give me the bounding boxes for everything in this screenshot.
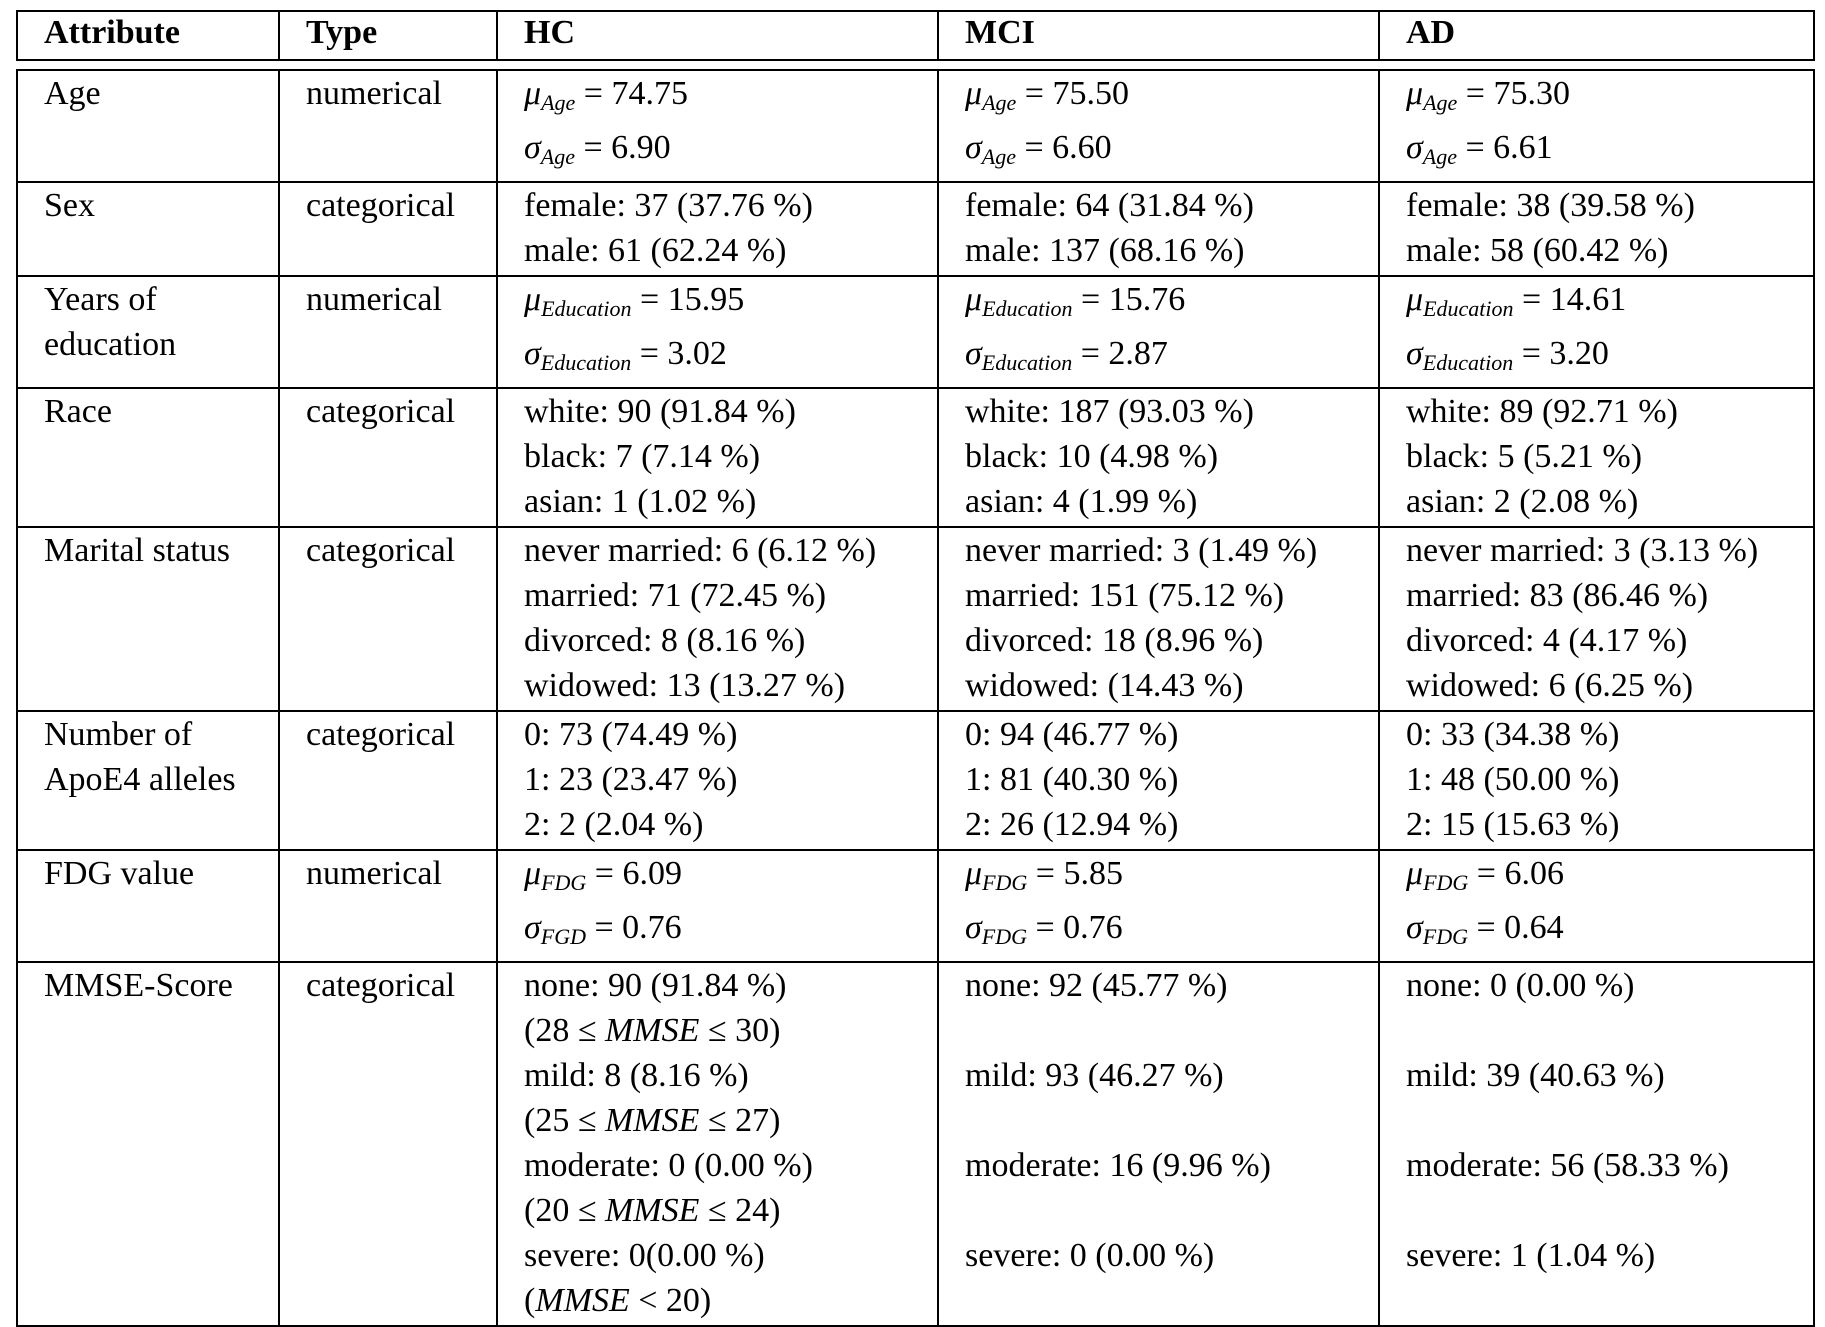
attribute-line: FDG value xyxy=(44,855,195,892)
stat-subscript: Education xyxy=(540,350,632,375)
cell-line xyxy=(1406,1188,1805,1233)
attribute-line: Age xyxy=(44,75,101,112)
stat-value: = 2.87 xyxy=(1072,335,1168,372)
cell-line: female: 37 (37.76 %) xyxy=(524,187,813,224)
stat-subscript: FGD xyxy=(540,924,586,949)
cell-hc xyxy=(497,276,938,388)
stat-symbol: μ xyxy=(1406,75,1424,112)
cell-line: (20 ≤ MMSE ≤ 24) xyxy=(524,1192,781,1229)
cell-line: (28 ≤ MMSE ≤ 30) xyxy=(524,1012,781,1049)
cell-mci xyxy=(938,962,1379,1326)
cell-line: none: 90 (91.84 %) xyxy=(524,967,787,1004)
stat-line xyxy=(1406,905,1805,959)
stat-subscript: Education xyxy=(981,350,1073,375)
stat-line xyxy=(965,905,1370,959)
stat-symbol: σ xyxy=(1406,909,1423,946)
cell-attribute xyxy=(17,527,279,711)
cell-line: none: 92 (45.77 %) xyxy=(965,967,1228,1004)
cell-line: white: 90 (91.84 %) xyxy=(524,393,796,430)
stat-subscript: Age xyxy=(1423,90,1458,115)
stat-line xyxy=(524,331,929,385)
header-hc: HC xyxy=(497,11,938,60)
cell-line: 2: 2 (2.04 %) xyxy=(524,806,704,843)
stat-line xyxy=(524,125,929,179)
cell-line: severe: 0(0.00 %) xyxy=(524,1237,765,1274)
cell-line: (25 ≤ MMSE ≤ 27) xyxy=(524,1102,781,1139)
cell-line: black: 10 (4.98 %) xyxy=(965,438,1219,475)
cell-attribute xyxy=(17,182,279,276)
header-mci: MCI xyxy=(938,11,1379,60)
cell-line xyxy=(965,1188,1370,1233)
mmse-symbol: MMSE xyxy=(604,1012,700,1049)
cell-type: categorical xyxy=(279,388,497,527)
header-gap xyxy=(17,60,1814,70)
cell-line: mild: 8 (8.16 %) xyxy=(524,1057,749,1094)
table-row xyxy=(17,276,1814,388)
cell-type: categorical xyxy=(279,527,497,711)
stat-line xyxy=(1406,125,1805,179)
cell-mci xyxy=(938,276,1379,388)
stat-value: = 0.76 xyxy=(586,909,682,946)
header-ad: AD xyxy=(1379,11,1814,60)
stat-symbol: σ xyxy=(524,909,541,946)
table-body xyxy=(17,60,1814,1326)
stat-symbol: μ xyxy=(1406,855,1424,892)
stat-value: = 0.64 xyxy=(1468,909,1564,946)
stat-value: = 6.61 xyxy=(1456,129,1553,166)
cell-line: black: 5 (5.21 %) xyxy=(1406,438,1643,475)
stat-line xyxy=(524,71,929,125)
table-row xyxy=(17,962,1814,1326)
mmse-symbol: MMSE xyxy=(604,1102,700,1139)
table-row xyxy=(17,182,1814,276)
stat-line xyxy=(1406,71,1805,125)
stat-line xyxy=(965,71,1370,125)
cell-type: categorical xyxy=(279,962,497,1326)
stat-value: = 15.95 xyxy=(631,281,745,318)
cell-line: black: 7 (7.14 %) xyxy=(524,438,761,475)
stat-symbol: σ xyxy=(1406,129,1423,166)
stat-value: = 75.30 xyxy=(1457,75,1570,112)
stat-line xyxy=(965,277,1370,331)
cell-line: married: 83 (86.46 %) xyxy=(1406,577,1709,614)
cell-line: 2: 26 (12.94 %) xyxy=(965,806,1179,843)
stat-symbol: μ xyxy=(524,281,542,318)
cell-attribute xyxy=(17,711,279,850)
cell-line: male: 61 (62.24 %) xyxy=(524,232,787,269)
stat-value: = 5.85 xyxy=(1027,855,1123,892)
stat-subscript: Age xyxy=(1422,144,1457,169)
cell-line: 1: 81 (40.30 %) xyxy=(965,761,1179,798)
stat-subscript: FDG xyxy=(1423,870,1469,895)
attribute-line: Race xyxy=(44,393,112,430)
stat-line xyxy=(1406,851,1805,905)
stat-symbol: μ xyxy=(965,855,983,892)
table-row xyxy=(17,850,1814,962)
cell-ad xyxy=(1379,182,1814,276)
cell-hc xyxy=(497,711,938,850)
cell-line: male: 137 (68.16 %) xyxy=(965,232,1245,269)
cell-mci xyxy=(938,70,1379,182)
cell-type: numerical xyxy=(279,850,497,962)
cell-line: male: 58 (60.42 %) xyxy=(1406,232,1669,269)
cell-line: divorced: 18 (8.96 %) xyxy=(965,622,1264,659)
stat-value: = 6.60 xyxy=(1015,129,1112,166)
mmse-symbol: MMSE xyxy=(604,1192,700,1229)
stat-symbol: σ xyxy=(524,335,541,372)
cell-hc xyxy=(497,850,938,962)
cell-line: moderate: 16 (9.96 %) xyxy=(965,1147,1271,1184)
cell-line: 0: 94 (46.77 %) xyxy=(965,716,1179,753)
header-attribute: Attribute xyxy=(17,11,279,60)
attribute-line: Number of xyxy=(44,716,193,753)
cell-type: numerical xyxy=(279,276,497,388)
cell-type: categorical xyxy=(279,182,497,276)
stat-value: = 6.06 xyxy=(1468,855,1564,892)
cell-line xyxy=(1406,1008,1805,1053)
cell-mci xyxy=(938,850,1379,962)
cell-line: never married: 3 (1.49 %) xyxy=(965,532,1318,569)
stat-value: = 6.09 xyxy=(586,855,682,892)
cell-line: married: 71 (72.45 %) xyxy=(524,577,827,614)
cell-line: widowed: 6 (6.25 %) xyxy=(1406,667,1694,704)
stat-subscript: Age xyxy=(981,144,1016,169)
cell-line: 0: 33 (34.38 %) xyxy=(1406,716,1620,753)
stat-line xyxy=(965,125,1370,179)
stat-value: = 6.90 xyxy=(574,129,671,166)
cell-line: white: 89 (92.71 %) xyxy=(1406,393,1678,430)
stat-subscript: Age xyxy=(982,90,1017,115)
cell-line: 1: 23 (23.47 %) xyxy=(524,761,738,798)
table-row xyxy=(17,388,1814,527)
cell-line: female: 38 (39.58 %) xyxy=(1406,187,1695,224)
cell-line: mild: 93 (46.27 %) xyxy=(965,1057,1224,1094)
cell-line: married: 151 (75.12 %) xyxy=(965,577,1285,614)
cell-line: asian: 2 (2.08 %) xyxy=(1406,483,1639,520)
stat-subscript: Education xyxy=(982,296,1073,321)
cell-line: 1: 48 (50.00 %) xyxy=(1406,761,1620,798)
stat-subscript: Age xyxy=(540,144,575,169)
table-row xyxy=(17,527,1814,711)
cell-line: 2: 15 (15.63 %) xyxy=(1406,806,1620,843)
stat-symbol: μ xyxy=(1406,281,1424,318)
cell-line: severe: 0 (0.00 %) xyxy=(965,1237,1215,1274)
cell-attribute xyxy=(17,276,279,388)
cell-line: (MMSE < 20) xyxy=(524,1282,712,1319)
cell-line: widowed: (14.43 %) xyxy=(965,667,1244,704)
stat-symbol: σ xyxy=(965,909,982,946)
table-row xyxy=(17,70,1814,182)
stat-subscript: FDG xyxy=(1422,924,1468,949)
cell-ad xyxy=(1379,527,1814,711)
stat-symbol: μ xyxy=(965,281,983,318)
stat-subscript: FDG xyxy=(541,870,587,895)
cell-line xyxy=(965,1278,1370,1323)
attribute-line: ApoE4 alleles xyxy=(44,761,236,798)
stat-subscript: Education xyxy=(1423,296,1514,321)
cell-mci xyxy=(938,711,1379,850)
stat-line xyxy=(524,905,929,959)
stat-line xyxy=(965,851,1370,905)
stat-subscript: Age xyxy=(541,90,576,115)
stat-value: = 14.61 xyxy=(1513,281,1627,318)
attribute-line: MMSE-Score xyxy=(44,967,233,1004)
cell-mci xyxy=(938,527,1379,711)
cell-line: moderate: 0 (0.00 %) xyxy=(524,1147,813,1184)
cell-attribute xyxy=(17,388,279,527)
stat-symbol: σ xyxy=(1406,335,1423,372)
cell-attribute xyxy=(17,850,279,962)
stat-line xyxy=(524,851,929,905)
cell-line: severe: 1 (1.04 %) xyxy=(1406,1237,1656,1274)
stat-line xyxy=(524,277,929,331)
stat-symbol: μ xyxy=(524,75,542,112)
stat-symbol: μ xyxy=(965,75,983,112)
cell-line xyxy=(965,1008,1370,1053)
attribute-line: Years of xyxy=(44,281,157,318)
stat-line xyxy=(1406,331,1805,385)
stat-subscript: Education xyxy=(1422,350,1514,375)
cell-type: categorical xyxy=(279,711,497,850)
cell-type: numerical xyxy=(279,70,497,182)
stat-symbol: σ xyxy=(965,129,982,166)
cell-line: never married: 6 (6.12 %) xyxy=(524,532,877,569)
cell-line: never married: 3 (3.13 %) xyxy=(1406,532,1759,569)
cell-hc xyxy=(497,388,938,527)
stat-subscript: Education xyxy=(541,296,632,321)
cell-ad xyxy=(1379,276,1814,388)
stat-value: = 3.20 xyxy=(1513,335,1609,372)
attribute-line: Sex xyxy=(44,187,95,224)
stat-line xyxy=(1406,277,1805,331)
cell-line: divorced: 4 (4.17 %) xyxy=(1406,622,1688,659)
cell-line: asian: 4 (1.99 %) xyxy=(965,483,1198,520)
cell-mci xyxy=(938,182,1379,276)
cell-line: 0: 73 (74.49 %) xyxy=(524,716,738,753)
cell-line: mild: 39 (40.63 %) xyxy=(1406,1057,1665,1094)
table-row xyxy=(17,711,1814,850)
stat-value: = 75.50 xyxy=(1016,75,1129,112)
stat-line xyxy=(965,331,1370,385)
stat-value: = 0.76 xyxy=(1027,909,1123,946)
cell-hc xyxy=(497,527,938,711)
cell-line: white: 187 (93.03 %) xyxy=(965,393,1254,430)
header-row xyxy=(17,11,1814,60)
cell-attribute xyxy=(17,962,279,1326)
demographics-table xyxy=(16,10,1815,1327)
cell-line: female: 64 (31.84 %) xyxy=(965,187,1254,224)
stat-symbol: μ xyxy=(524,855,542,892)
header-type: Type xyxy=(279,11,497,60)
cell-ad xyxy=(1379,388,1814,527)
mmse-symbol: MMSE xyxy=(535,1282,630,1319)
cell-line xyxy=(1406,1278,1805,1323)
cell-line: moderate: 56 (58.33 %) xyxy=(1406,1147,1729,1184)
attribute-line: Marital status xyxy=(44,532,231,569)
cell-attribute xyxy=(17,70,279,182)
cell-hc xyxy=(497,962,938,1326)
stat-symbol: σ xyxy=(524,129,541,166)
cell-mci xyxy=(938,388,1379,527)
stat-value: = 3.02 xyxy=(631,335,727,372)
cell-hc xyxy=(497,182,938,276)
cell-line xyxy=(1406,1098,1805,1143)
cell-ad xyxy=(1379,711,1814,850)
cell-line xyxy=(965,1098,1370,1143)
cell-ad xyxy=(1379,850,1814,962)
cell-line: none: 0 (0.00 %) xyxy=(1406,967,1635,1004)
cell-ad xyxy=(1379,962,1814,1326)
demographics-table-container xyxy=(16,10,1813,1327)
stat-subscript: FDG xyxy=(982,870,1028,895)
stat-subscript: FDG xyxy=(981,924,1027,949)
cell-line: asian: 1 (1.02 %) xyxy=(524,483,757,520)
attribute-line: education xyxy=(44,326,177,363)
cell-line: widowed: 13 (13.27 %) xyxy=(524,667,846,704)
cell-ad xyxy=(1379,70,1814,182)
cell-hc xyxy=(497,70,938,182)
cell-line: divorced: 8 (8.16 %) xyxy=(524,622,806,659)
stat-symbol: σ xyxy=(965,335,982,372)
stat-value: = 15.76 xyxy=(1072,281,1186,318)
stat-value: = 74.75 xyxy=(575,75,688,112)
